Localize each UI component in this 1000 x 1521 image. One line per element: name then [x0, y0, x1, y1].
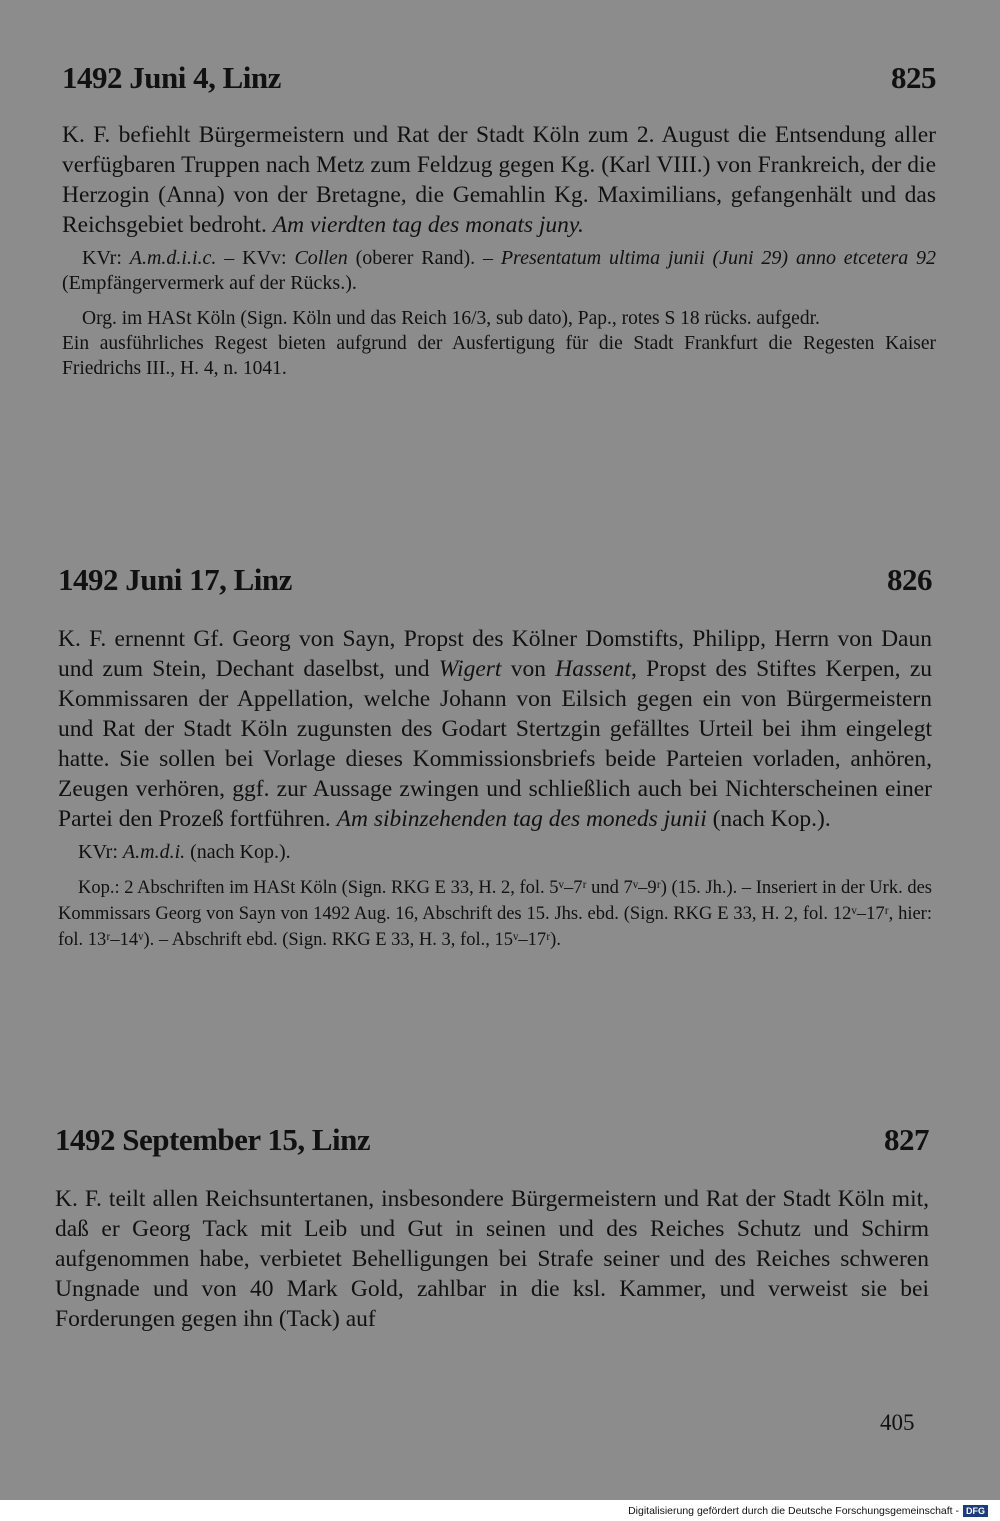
regest-body-a: K. F. ernennt Gf. Georg von Sayn, Propst des Kölner Domstifts, Philipp, Herrn von Daun und zum Stein, Dechant daselbst, und — [58, 626, 932, 682]
kvv-label: – KVv: — [224, 247, 287, 269]
regest-name-hassent: Hassent — [555, 656, 632, 682]
entry-number: 827 — [884, 1122, 929, 1157]
kvv-text: Collen — [294, 247, 348, 269]
source-line-2: Ein ausführliches Regest bieten aufgrund der Ausfertigung für die Stadt Frankfurt die Regesten Kaiser Friedrichs III., H. 4, n. 1041. — [62, 333, 936, 379]
kvv-note-2: (Empfängervermerk auf der Rücks.). — [62, 272, 357, 294]
kanzleivermerk — [62, 246, 936, 296]
kvr-text: A.m.d.i.i.c. — [129, 247, 217, 269]
entry-826 — [58, 562, 932, 953]
regest-text — [62, 120, 936, 240]
entry-number: 826 — [887, 562, 932, 597]
regest-body-c: (nach Kop.). — [712, 806, 831, 832]
entry-date-place: 1492 Juni 4, Linz — [62, 60, 281, 95]
source-note — [58, 875, 932, 953]
regest-quote: Am sibinzehenden tag des moneds junii — [336, 806, 707, 832]
kvr-text: A.m.d.i. — [122, 841, 186, 863]
entry-827 — [55, 1122, 929, 1334]
entry-heading — [62, 60, 936, 102]
entry-heading — [58, 562, 932, 604]
regest-von: von — [510, 656, 546, 682]
footer-credit — [0, 1500, 1000, 1521]
page-number: 405 — [880, 1410, 915, 1435]
regest-name-wigert: Wigert — [438, 656, 502, 682]
source-line-1: Org. im HASt Köln (Sign. Köln und das Reich 16/3, sub dato), Pap., rotes S 18 rücks. aufgedr. — [82, 308, 820, 329]
kvv-quote: Presentatum ultima junii (Juni 29) anno etcetera 92 — [500, 247, 937, 269]
regest-body: K. F. teilt allen Reichsuntertanen, insbesondere Bürgermeistern und Rat der Stadt Köln mit, daß er Georg Tack mit Leib und Gut in seinen und des Reiches Schutz und Schirm aufgenommen habe, verbietet Behelligungen bei Strafe seiner und des Reiches schweren Ungnade und von 40 Mark Gold, zahlbar in die ksl. Kammer, und verweist sie bei Forderungen gegen ihn (Tack) auf — [55, 1186, 929, 1332]
entry-number: 825 — [891, 60, 936, 95]
entry-date-place: 1492 September 15, Linz — [55, 1122, 371, 1157]
kvr-note: (nach Kop.). — [190, 841, 291, 863]
regest-quote: Am vierdten tag des monats juny. — [272, 212, 584, 238]
footer-text: Digitalisierung gefördert durch die Deutsche Forschungsgemeinschaft - — [628, 1504, 959, 1517]
kvr-label: KVr: — [78, 841, 118, 863]
regest-text — [58, 624, 932, 834]
regest-body-b: , Propst des Stiftes Kerpen, zu Kommissaren der Appellation, welche Johann von Eilsich gegen ein von Bürgermeistern und Rat der Stadt Köln zugunsten des Godart Stertzgin gefälltes Urteil bei ihm eingelegt hatte. Sie sollen bei Vorlage dieses Kommissionsbriefs beide Parteien vorladen, anhören, Zeugen verhören, ggf. zur Aussage zwingen und schließlich auch bei Nichterscheinen einer Partei den Prozeß fortführen. — [58, 656, 933, 832]
regest-body: K. F. befiehlt Bürgermeistern und Rat der Stadt Köln zum 2. August die Entsendung aller verfügbaren Truppen nach Metz zum Feldzug gegen Kg. (Karl VIII.) von Frankreich, der die Herzogin (Anna) von der Bretagne, die Gemahlin Kg. Maximilians, gefangenhält und das Reichsgebiet bedroht. — [62, 122, 936, 238]
entry-825 — [62, 60, 936, 381]
source-line-1: Kop.: 2 Abschriften im HASt Köln (Sign. RKG E 33, H. 2, fol. 5ᵛ–7ʳ und 7ᵛ–9ʳ) (15. Jh.). – Inseriert in der Urk. des Kommissars Georg von Sayn von 1492 Aug. 16, Abschrift des 15. Jhs. ebd. (Sign. RKG E 33, H. 2, fol. 12ᵛ–17ʳ, hier: fol. 13ʳ–14ᵛ). – Abschrift ebd. (Sign. RKG E 33, H. 3, fol., 15ᵛ–17ʳ). — [58, 878, 932, 950]
entry-heading — [55, 1122, 929, 1164]
kanzleivermerk — [58, 840, 932, 865]
dfg-logo-icon: DFG — [963, 1505, 988, 1517]
entry-date-place: 1492 Juni 17, Linz — [58, 562, 292, 597]
kvv-note: (oberer Rand). – — [355, 247, 493, 269]
source-note — [62, 306, 936, 381]
regest-text — [55, 1184, 929, 1334]
kvr-label: KVr: — [82, 247, 122, 269]
